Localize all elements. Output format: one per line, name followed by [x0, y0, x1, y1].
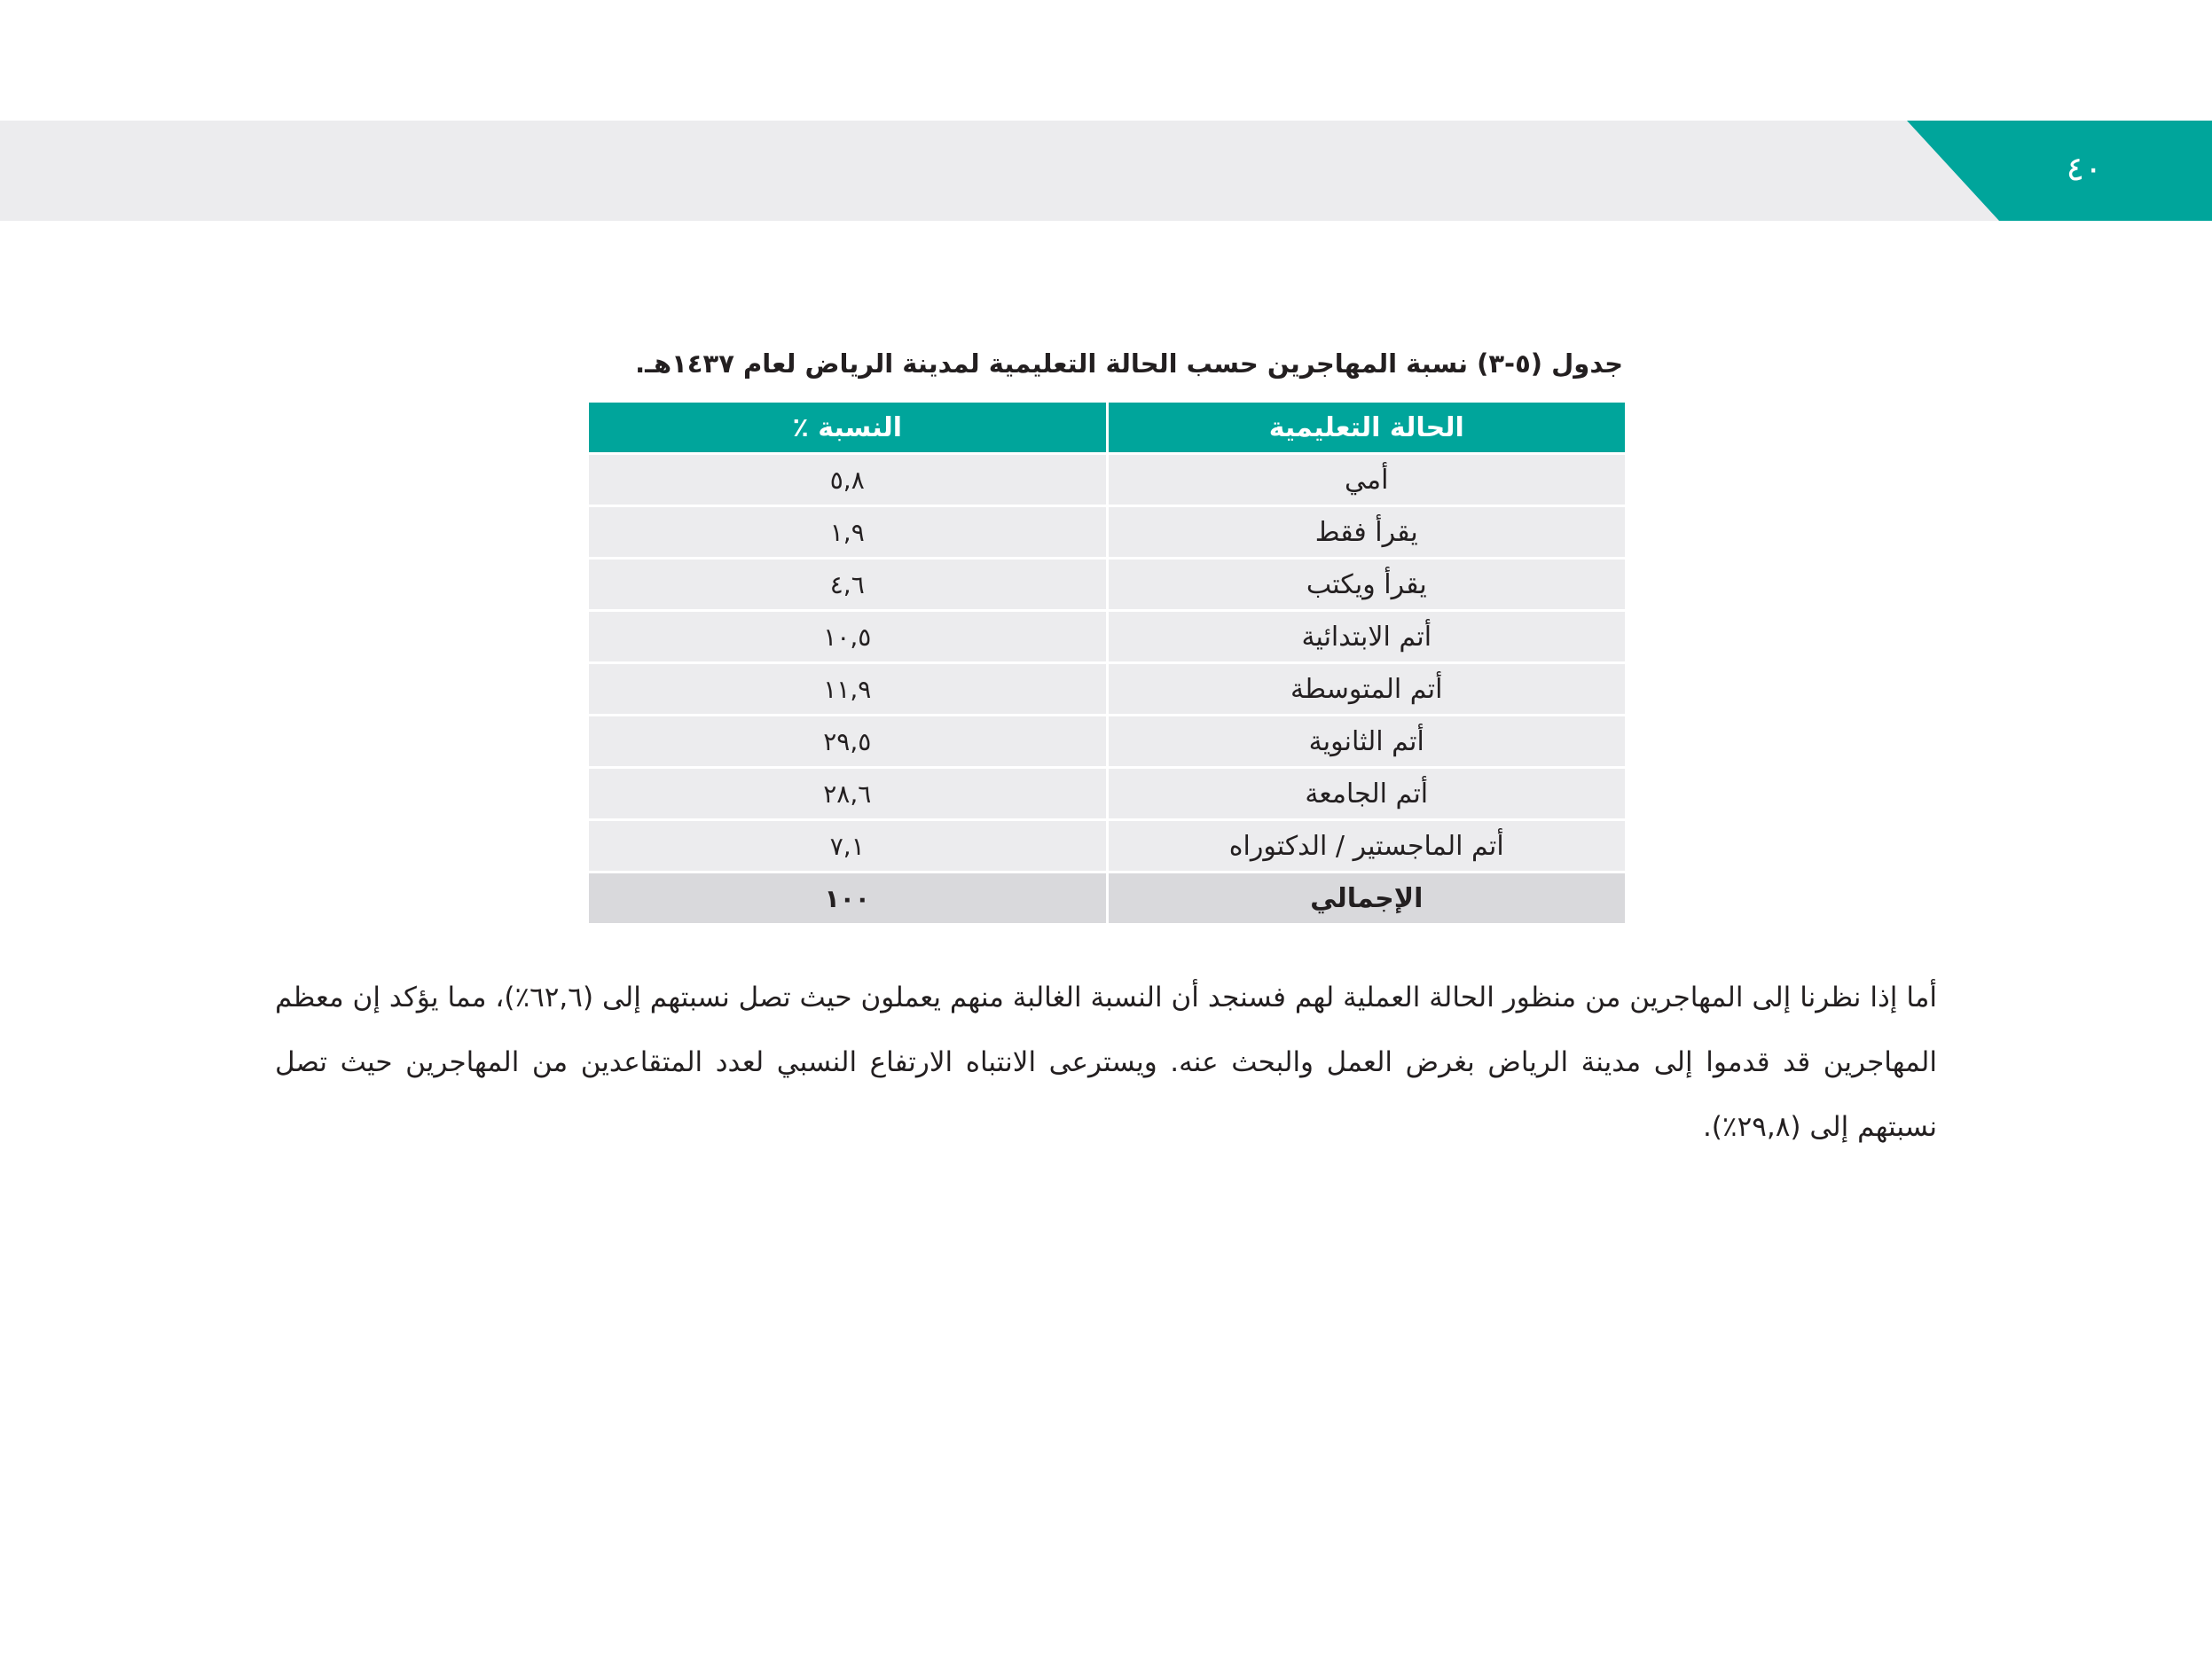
table-row	[589, 716, 1625, 768]
row-status: يقرأ ويكتب	[1107, 559, 1625, 611]
education-status-table	[589, 403, 1625, 923]
table-caption: جدول (٥-٣) نسبة المهاجرين حسب الحالة التعليمية لمدينة الرياض لعام ١٤٣٧هـ.	[635, 348, 1623, 379]
table-header-row	[589, 403, 1625, 454]
body-paragraph: أما إذا نظرنا إلى المهاجرين من منظور الحالة العملية لهم فسنجد أن النسبة الغالبة منهم يعملون حيث تصل نسبتهم إلى (٦٢,٦٪)، مما يؤكد إن معظم المهاجرين قد قدموا إلى مدينة الرياض بغرض العمل والبحث عنه. ويسترعى الانتباه الارتفاع النسبي لعدد المتقاعدين من المهاجرين حيث تصل نسبتهم إلى (٢٩,٨٪).	[275, 982, 1937, 1143]
table-total-row	[589, 873, 1625, 924]
row-status: أتم المتوسطة	[1107, 663, 1625, 716]
total-label: الإجمالي	[1107, 873, 1625, 924]
row-percent: ٥,٨	[589, 454, 1107, 506]
row-percent: ٢٩,٥	[589, 716, 1107, 768]
table-row	[589, 559, 1625, 611]
row-status: أتم الماجستير / الدكتوراه	[1107, 820, 1625, 873]
table-row	[589, 768, 1625, 820]
row-status: أتم الثانوية	[1107, 716, 1625, 768]
total-percent: ١٠٠	[589, 873, 1107, 924]
row-status: يقرأ فقط	[1107, 506, 1625, 559]
row-percent: ٢٨,٦	[589, 768, 1107, 820]
row-status: أمي	[1107, 454, 1625, 506]
page-number: ٤٠	[2066, 149, 2103, 188]
row-percent: ٧,١	[589, 820, 1107, 873]
header-band	[0, 121, 2212, 221]
table-row	[589, 663, 1625, 716]
row-percent: ١١,٩	[589, 663, 1107, 716]
row-percent: ١٠,٥	[589, 611, 1107, 663]
header-education-status: الحالة التعليمية	[1107, 403, 1625, 454]
row-status: أتم الابتدائية	[1107, 611, 1625, 663]
row-percent: ٤,٦	[589, 559, 1107, 611]
row-status: أتم الجامعة	[1107, 768, 1625, 820]
table-row	[589, 506, 1625, 559]
header-percent: النسبة ٪	[589, 403, 1107, 454]
table-row	[589, 820, 1625, 873]
table-row	[589, 454, 1625, 506]
row-percent: ١,٩	[589, 506, 1107, 559]
table-row	[589, 611, 1625, 663]
